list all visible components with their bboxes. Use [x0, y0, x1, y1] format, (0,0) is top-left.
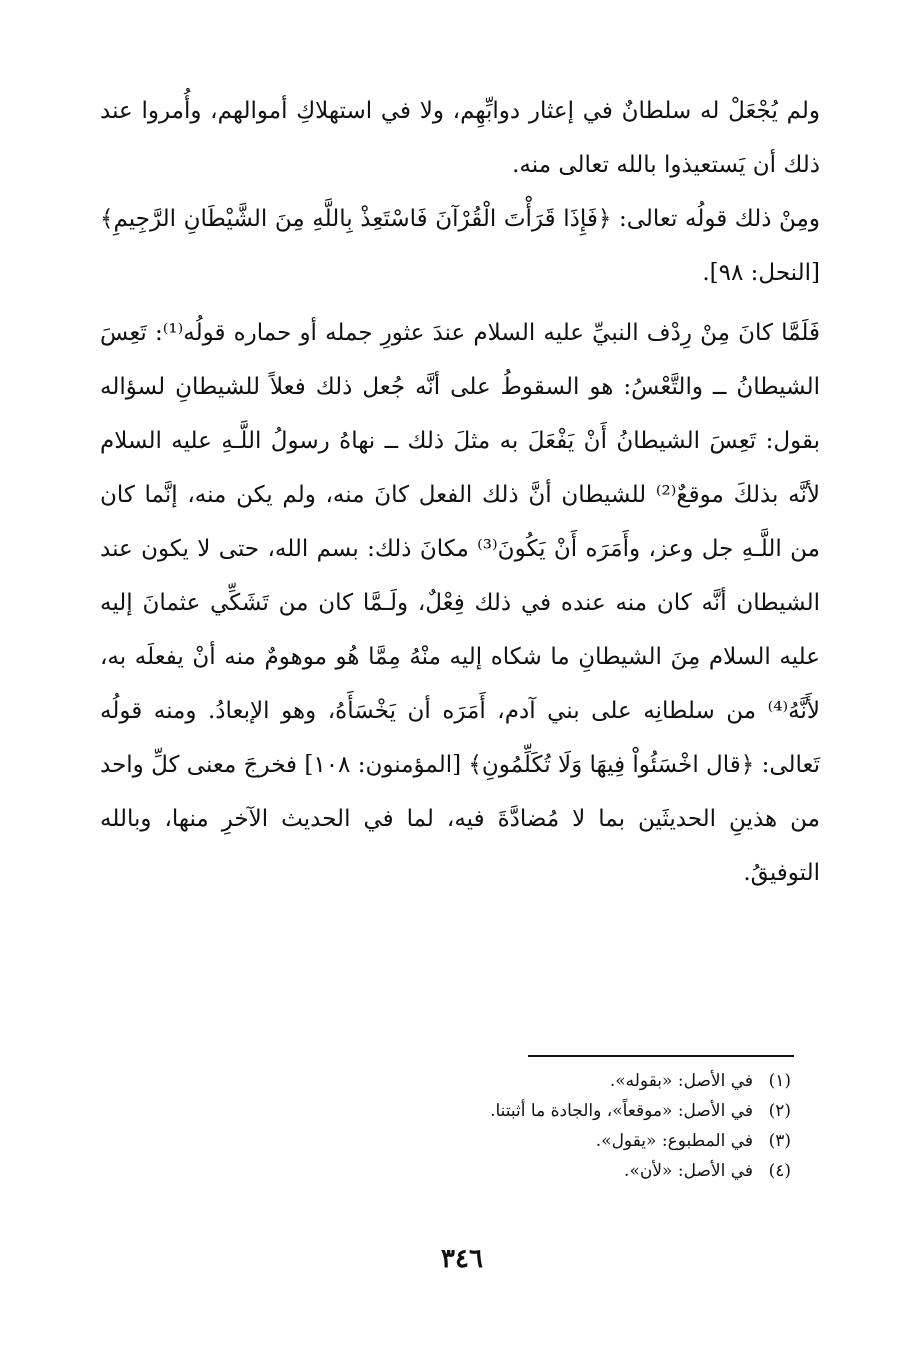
footnote-4	[151, 1156, 791, 1186]
paragraph-3: فَلَمَّا كانَ مِنْ رِدْف النبيِّ عليه السلام عندَ عثورِ جمله أو حماره قولُه⁽¹⁾: تَعِسَ الشيطانُ ــ والتَّعْسُ: هو السقوطُ على أنَّه جُعل ذلك فعلاً للشيطانِ لسؤاله بقول: تَعِسَ الشيطانُ أَنْ يَفْعَلَ به مثلَ ذلك ــ نهاهُ رسولُ اللَّـهِ عليه السلام لأنَّه بذلكَ موقعٌ⁽²⁾ للشيطان أنَّ ذلك الفعل كانَ منه، ولم يكن منه، إنَّما كان من اللَّـهِ جل وعز، وأَمَرَه أَنْ يَكُونَ⁽³⁾ مكانَ ذلك: بسم الله، حتى لا يكون عند الشيطان أنَّه كان منه عنده في ذلك فِعْلٌ، ولَـمَّا كان من تَشَكِّي عثمانَ إليه عليه السلام مِنَ الشيطانِ ما شكاه إليه منْهُ مِمَّا هُو موهومٌ منه أنْ يفعلَه به، لأَنَّهُ⁽⁴⁾ من سلطانِه على بني آدم، أَمَرَه أن يَخْسَأَهُ، وهو الإبعادُ. ومنه قولُه تَعالى: ﴿قال اخْسَئُواْ فِيهَا وَلَا تُكَلِّمُونِ﴾ [المؤمنون: ١٠٨] فخرجَ معنى كلِّ واحد من هذينِ الحديثَين بما لا مُضادَّةَ فيه، لما في الحديث الآخرِ منها، وبالله التوفيقُ.	[100, 320, 821, 886]
footnote-number: (٤)	[768, 1161, 791, 1181]
paragraph-2-quran-quote: ومِنْ ذلك قولُه تعالى: ﴿فَإِذَا قَرَأْتَ الْقُرْآنَ فَاسْتَعِذْ بِاللَّهِ مِنَ الشَّيْطَانِ الرَّجِيمِ﴾ [النحل: ٩٨].	[100, 206, 820, 286]
footnotes-list	[151, 1066, 791, 1186]
footnote-text: في الأصل: «لأن».	[624, 1161, 753, 1181]
footnote-number: (٢)	[768, 1101, 791, 1121]
footnote-2	[151, 1096, 791, 1126]
footnote-text: في الأصل: «بقوله».	[609, 1071, 753, 1091]
footnote-number: (٣)	[768, 1131, 791, 1151]
page-number: ٣٤٦	[441, 1244, 483, 1274]
footnote-3	[151, 1126, 791, 1156]
footnote-text: في الأصل: «موقعاً»، والجادة ما أثبتنا.	[490, 1101, 753, 1121]
footnote-text: في المطبوع: «يقول».	[595, 1131, 753, 1151]
footnote-separator-line	[528, 1055, 794, 1057]
footnote-1	[151, 1066, 791, 1096]
footnote-number: (١)	[768, 1071, 791, 1091]
paragraph-1: ولم يُجْعَلْ له سلطانٌ في إعثار دوابِّهِم، ولا في استهلاكِ أموالهم، وأُمروا عند ذلك أن يَستعيذوا بالله تعالى منه.	[100, 98, 820, 178]
